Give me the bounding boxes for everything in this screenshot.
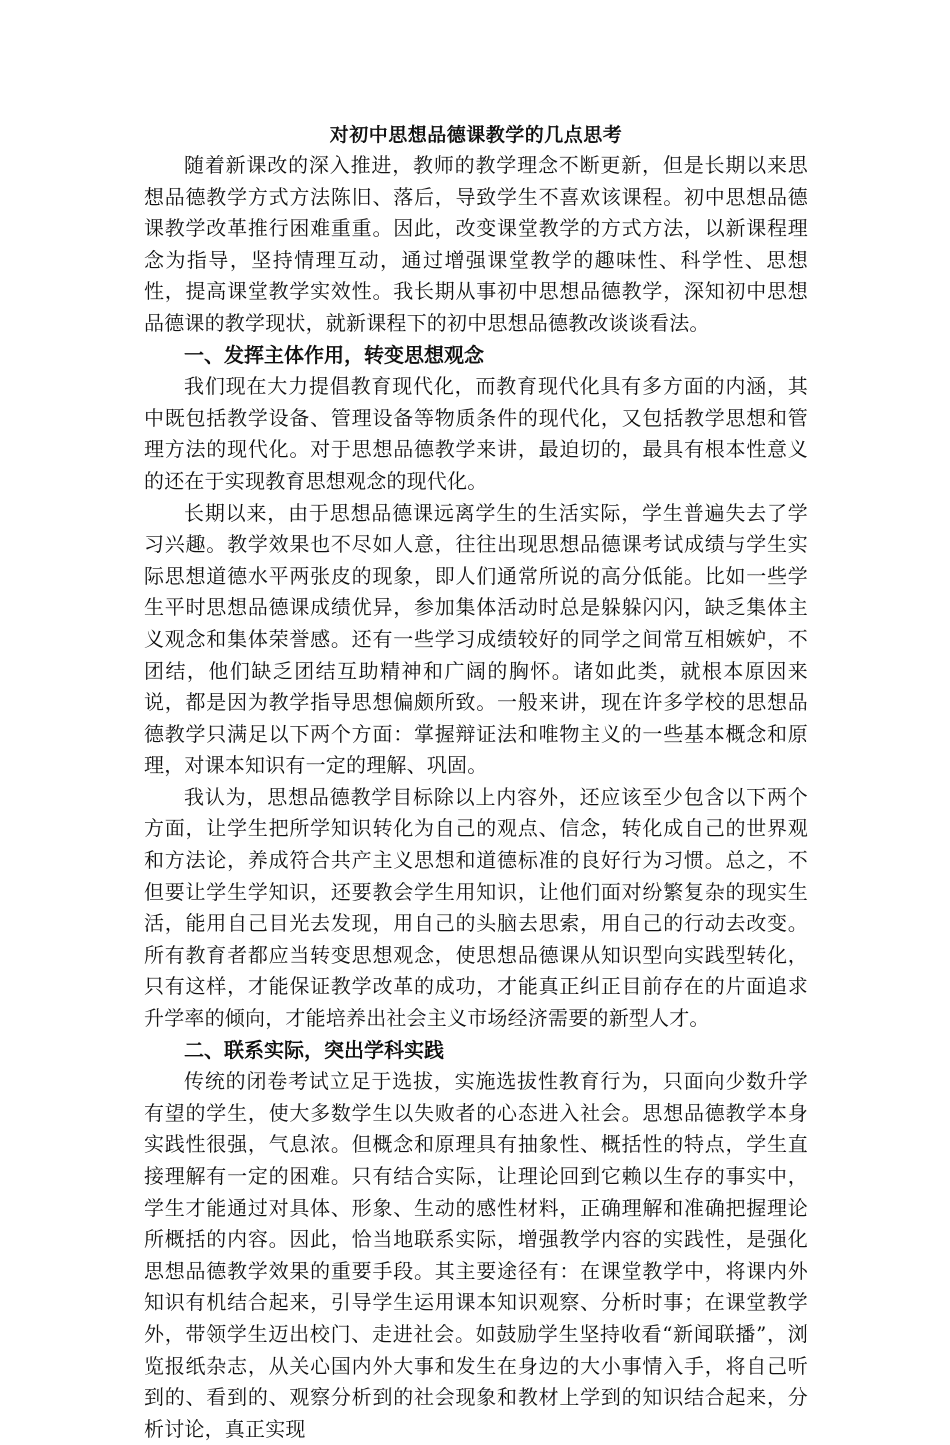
section-2-heading: 二、联系实际，突出学科实践: [184, 1037, 444, 1062]
document-title: 对初中思想品德课教学的几点思考: [329, 124, 623, 146]
intro-paragraph: 随着新课改的深入推进，教师的教学理念不断更新，但是长期以来思想品德教学方式方法陈旧、落后，导致学生不喜欢该课程。初中思想品德课教学改革推行困难重重。因此，改变课堂教学的方式方法，以新课程理念为指导，坚持情理互动，通过增强课堂教学的趣味性、科学性、思想性，提高课堂教学实效性。我长期从事初中思想品德教学，深知初中思想品德课的教学现状，就新课程下的初中思想品德教改谈谈看法。: [144, 153, 808, 335]
section-1-heading: 一、发挥主体作用，转变思想观念: [184, 342, 484, 367]
document-page: [144, 120, 808, 1445]
section-1-paragraph-3: 我认为，思想品德教学目标除以上内容外，还应该至少包含以下两个方面，让学生把所学知识转化为自己的观点、信念，转化成自己的世界观和方法论，养成符合共产主义思想和道德标准的良好行为习惯。总之，不但要让学生学知识，还要教会学生用知识，让他们面对纷繁复杂的现实生活，能用自己目光去发现，用自己的头脑去思索，用自己的行动去改变。所有教育者都应当转变思想观念，使思想品德课从知识型向实践型转化，只有这样，才能保证教学改革的成功，才能真正纠正目前存在的片面追求升学率的倾向，才能培养出社会主义市场经济需要的新型人才。: [144, 784, 808, 1031]
section-1-paragraph-2: 长期以来，由于思想品德课远离学生的生活实际，学生普遍失去了学习兴趣。教学效果也不尽如人意，往往出现思想品德课考试成绩与学生实际思想道德水平两张皮的现象，即人们通常所说的高分低能。比如一些学生平时思想品德课成绩优异，参加集体活动时总是躲躲闪闪，缺乏集体主义观念和集体荣誉感。还有一些学习成绩较好的同学之间常互相嫉妒，不团结，他们缺乏团结互助精神和广阔的胸怀。诸如此类，就根本原因来说，都是因为教学指导思想偏颇所致。一般来讲，现在许多学校的思想品德教学只满足以下两个方面：掌握辩证法和唯物主义的一些基本概念和原理，对课本知识有一定的理解、巩固。: [144, 500, 808, 778]
section-1-paragraph-1: 我们现在大力提倡教育现代化，而教育现代化具有多方面的内涵，其中既包括教学设备、管理设备等物质条件的现代化，又包括教学思想和管理方法的现代化。对于思想品德教学来讲，最迫切的，最具有根本性意义的还在于实现教育思想观念的现代化。: [144, 374, 808, 493]
section-2-paragraph-1: 传统的闭卷考试立足于选拔，实施选拔性教育行为，只面向少数升学有望的学生，使大多数学生以失败者的心态进入社会。思想品德教学本身实践性很强，气息浓。但概念和原理具有抽象性、概括性的特点，学生直接理解有一定的困难。只有结合实际，让理论回到它赖以生存的事实中，学生才能通过对具体、形象、生动的感性材料，正确理解和准确把握理论所概括的内容。因此，恰当地联系实际，增强教学内容的实践性，是强化思想品德教学效果的重要手段。其主要途径有：在课堂教学中，将课内外知识有机结合起来，引导学生运用课本知识观察、分析时事；在课堂教学外，带领学生迈出校门、走进社会。如鼓励学生坚持收看“新闻联播”，浏览报纸杂志，从关心国内外大事和发生在身边的大小事情入手，将自己听到的、看到的、观察分析到的社会现象和教材上学到的知识结合起来，分析讨论，真正实现: [144, 1069, 808, 1441]
